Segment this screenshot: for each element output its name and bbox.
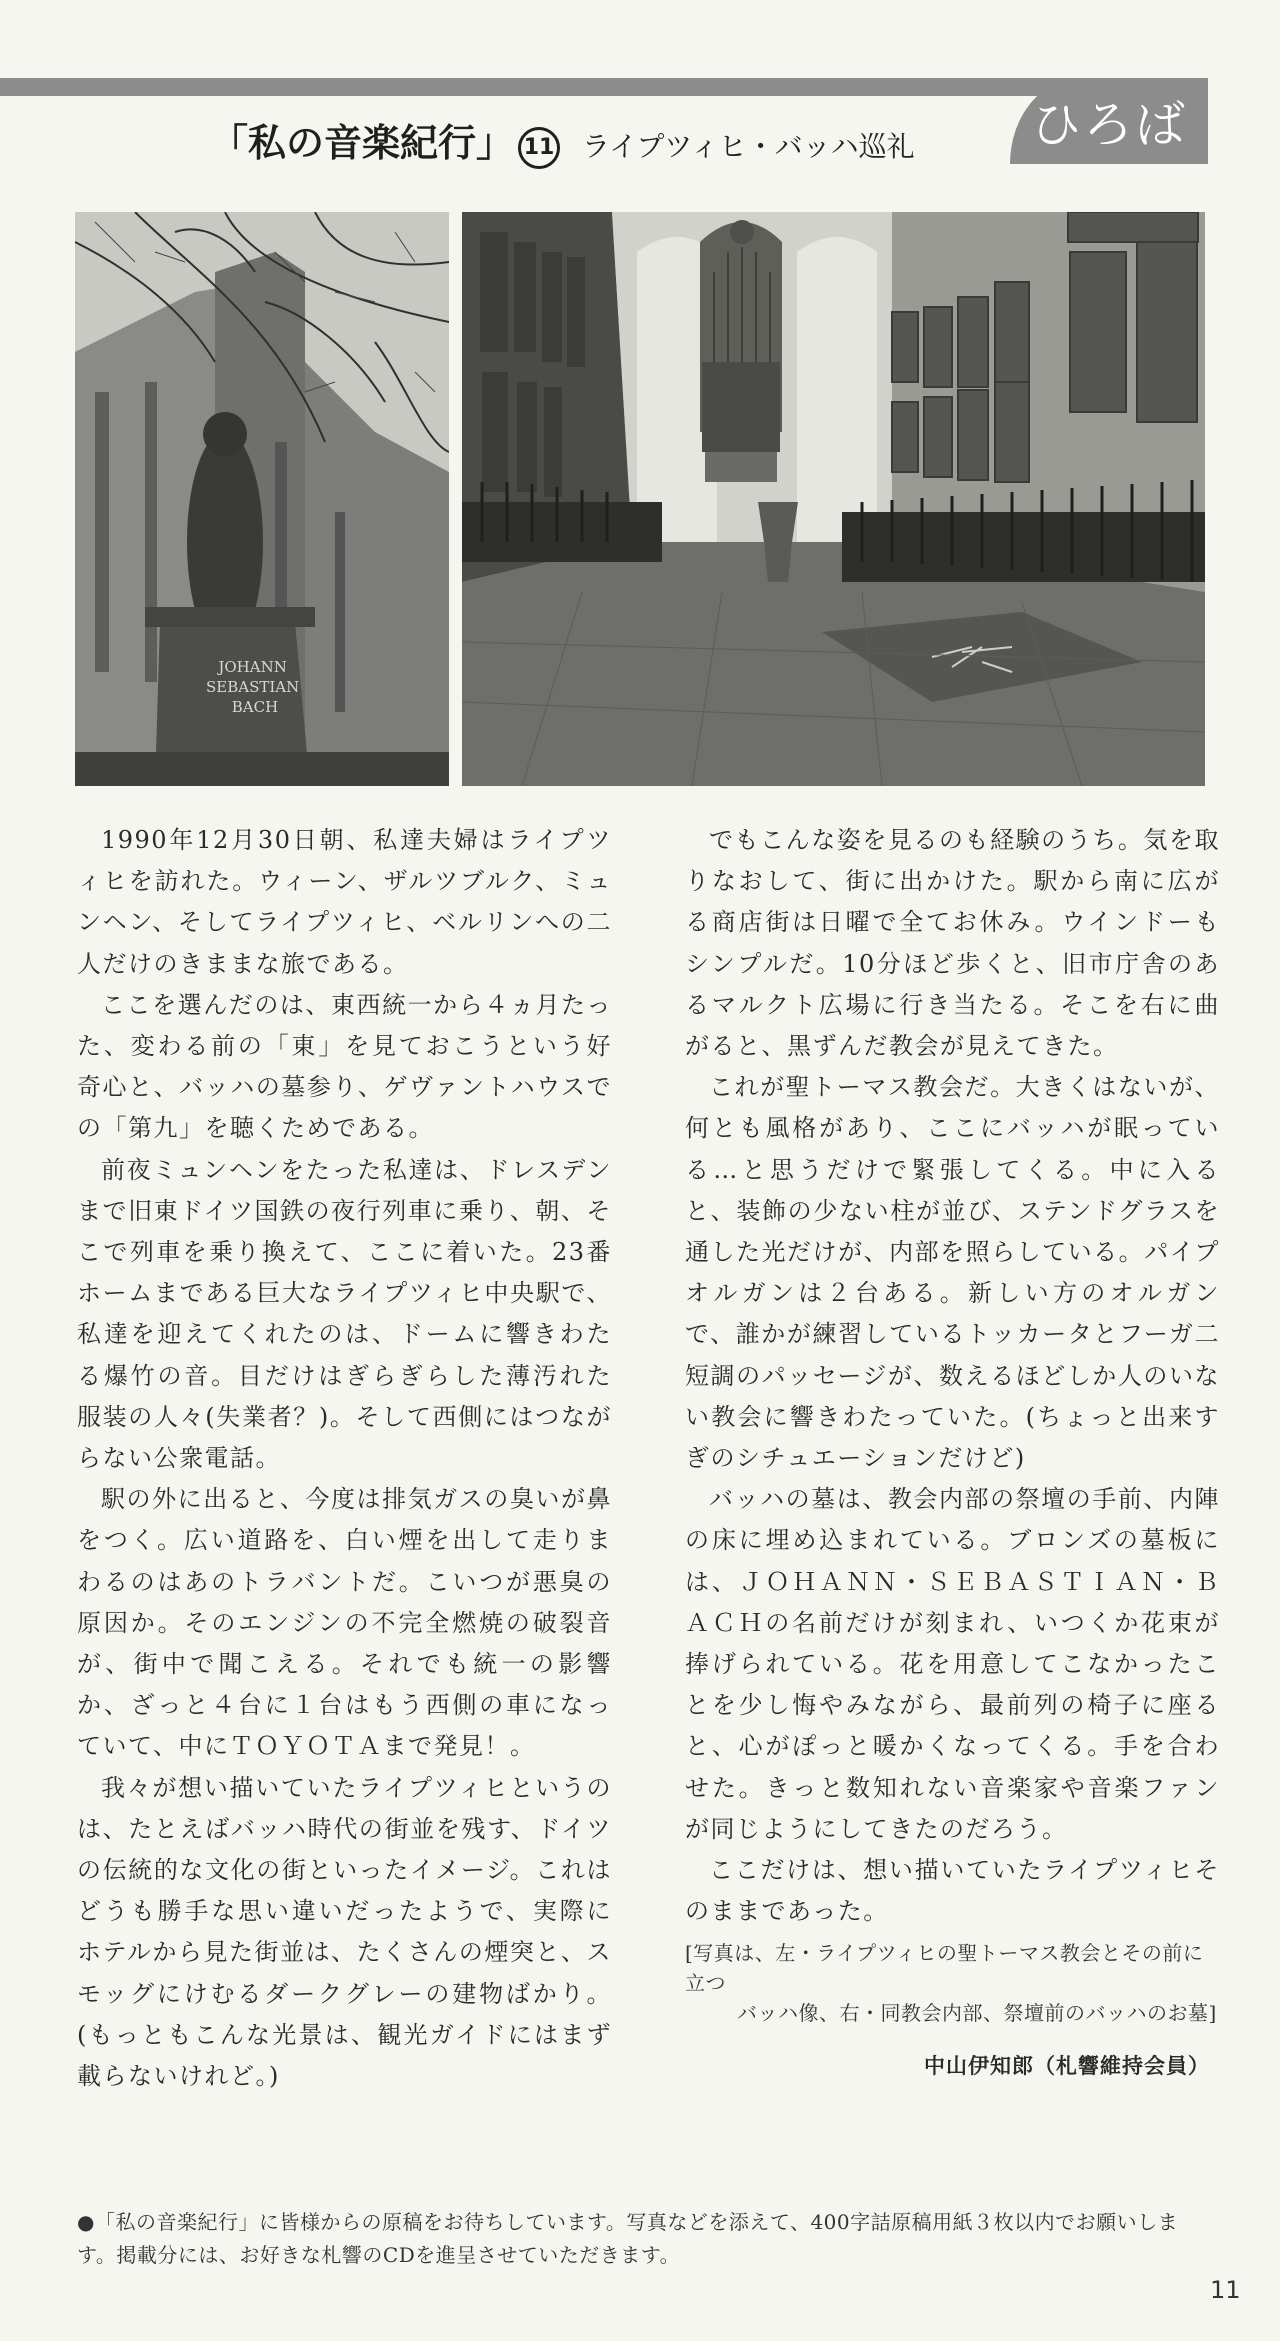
article-paragraph: 我々が想い描いていたライプツィヒというのは、たとえばバッハ時代の街並を残す、ドイツの伝統的な文化の街といったイメージ。これはどうも勝手な思い違いだったようで、実際にホテルから見た街並は、たくさんの煙突と、スモッグにけむるダークグレーの建物ばかり。(もっともこんな光景は、観光ガイドにはまず載らないけれど。) — [77, 1773, 612, 2091]
article-paragraph: 前夜ミュンヘンをたった私達は、ドレスデンまで旧東ドイツ国鉄の夜行列車に乗り、朝、そこで列車を乗り換えて、ここに着いた。23番ホームまである巨大なライプツィヒ中央駅で、私達を迎えてくれたのは、ドームに響きわたる爆竹の音。目だけはぎらぎらした薄汚れた服装の人々(失業者？)。そして西側にはつながらない公衆電話。 — [77, 1155, 612, 1473]
article-column-left — [77, 820, 612, 2097]
statue-inscription-line: JOHANN — [218, 658, 287, 676]
article-paragraph: 1990年12月30日朝、私達夫婦はライプツィヒを訪れた。ウィーン、ザルツブルク、ミュンヘン、そしてライプツィヒ、ベルリンへの二人だけのきままな旅である。 — [77, 826, 612, 978]
header-band — [0, 78, 1208, 96]
article-paragraph: これが聖トーマス教会だ。大きくはないが、何とも風格があり、ここにバッハが眠っている…と思うだけで緊張してくる。中に入ると、装飾の少ない柱が並び、ステンドグラスを通した光だけが、内部を照らしている。パイプオルガンは２台ある。新しい方のオルガンで、誰かが練習しているトッカータとフーガ二短調のパッセージが、数えるほどしか人のいない教会に響きわたっていた。(ちょっと出来すぎのシチュエーションだけど) — [685, 1073, 1220, 1473]
article-paragraph: でもこんな姿を見るのも経験のうち。気を取りなおして、街に出かけた。駅から南に広がる商店街は日曜で全てお休み。ウインドーもシンプルだ。10分ほど歩くと、旧市庁舎のあるマルクト広場に行き当たる。そこを右に曲がると、黒ずんだ教会が見えてきた。 — [685, 826, 1220, 1061]
photo-caption — [685, 1938, 1220, 2028]
page-number: 11 — [1210, 2276, 1241, 2304]
photo-caption-line: バッハ像、右・同教会内部、祭壇前のバッハのお墓] — [737, 2001, 1217, 2026]
article-author: 中山伊知郎（札響維持会員） — [924, 2054, 1210, 2079]
article-paragraph: ここを選んだのは、東西統一から４ヵ月たった、変わる前の「東」を見ておこうという好奇心と、バッハの墓参り、ゲヴァントハウスでの「第九」を聴くためである。 — [77, 990, 612, 1143]
article-paragraph: バッハの墓は、教会内部の祭壇の手前、内陣の床に埋め込まれている。ブロンズの墓板には、ＪＯＨＡＮＮ・ＳＥＢＡＳＴＩＡＮ・ＢＡＣＨの名前だけが刻まれ、いつくか花束が捧げられている。花を用意してこなかったことを少し悔やみながら、最前列の椅子に座ると、心がぽっと暖かくなってくる。手を合わせた。きっと数知れない音楽家や音楽ファンが同じようにしてきたのだろう。 — [685, 1485, 1220, 1843]
statue-inscription-line: BACH — [231, 698, 279, 716]
section-tab: ひろば — [1010, 78, 1208, 164]
photo-caption-line: [写真は、左・ライプツィヒの聖トーマス教会とその前に立つ — [685, 1941, 1204, 1996]
photo-church-interior — [462, 212, 1205, 786]
photo-bach-statue — [75, 212, 449, 786]
article-title-row — [210, 112, 915, 169]
article-paragraph: 駅の外に出ると、今度は排気ガスの臭いが鼻をつく。広い道路を、白い煙を出して走りまわるのはあのトラバントだ。こいつが悪臭の原因か。そのエンジンの不完全燃焼の破裂音が、街中で聞こえる。それでも統一の影響か、ざっと４台に１台はもう西側の車になっていて、中にＴＯＹＯＴＡまで発見！。 — [77, 1485, 612, 1761]
article-paragraph: ここだけは、想い描いていたライプツィヒそのままであった。 — [685, 1856, 1220, 1926]
footer-note: ●「私の音楽紀行」に皆様からの原稿をお待ちしています。写真などを添えて、400字詰原稿用紙３枚以内でお願いします。掲載分には、お好きな札響のCDを進呈させていただきます。 — [77, 2210, 1179, 2267]
article-title: 「私の音楽紀行」 11 — [210, 112, 560, 169]
article-subtitle: ライプツィヒ・バッハ巡礼 — [582, 130, 915, 163]
article-column-right — [685, 820, 1220, 2088]
series-number-badge: 11 — [518, 127, 560, 169]
statue-inscription-line: SEBASTIAN — [205, 678, 300, 696]
